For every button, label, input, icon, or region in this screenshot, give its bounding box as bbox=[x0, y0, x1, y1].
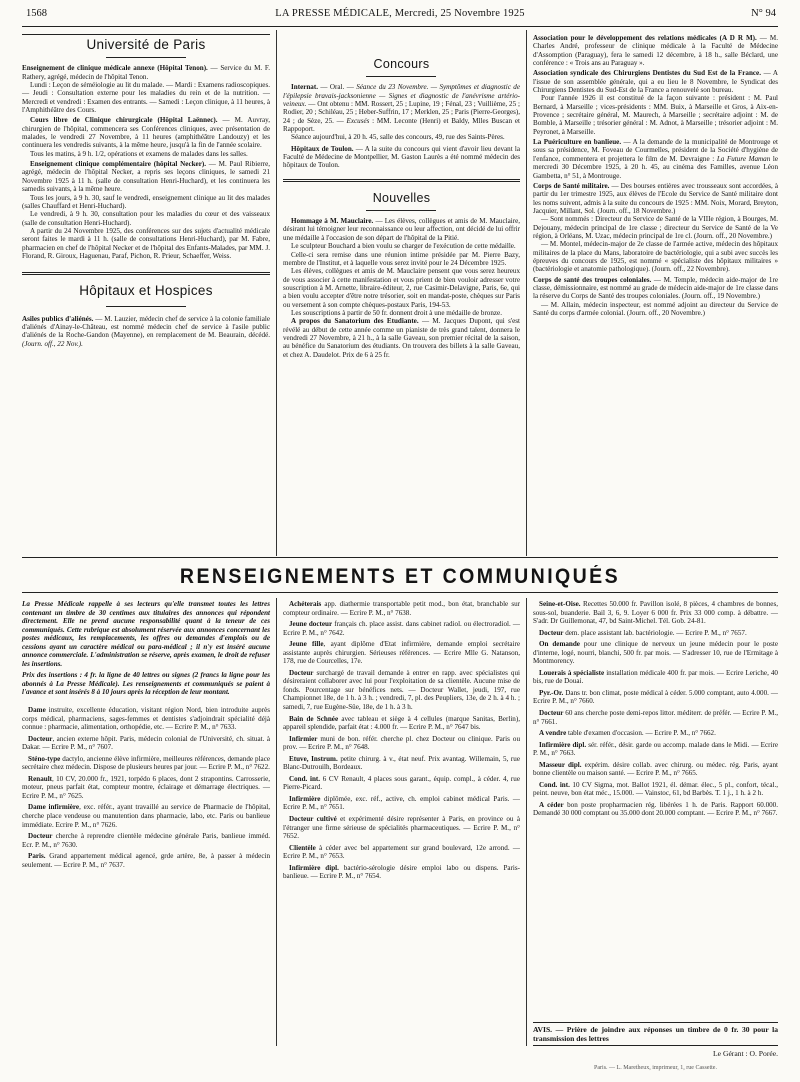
prix-insertions: Prix des insertions : 4 fr. la ligne de 40 lettres ou signes (2 francs la ligne pour les abonnés à La Presse Médicale). Les renseignements et communiqués se paient à l'avance et sont insérés 8 à 10 jours après la réception de leur montant. bbox=[22, 671, 270, 697]
classified-ad bbox=[533, 781, 778, 798]
classified-ad-text: installation médicale 400 fr. par mois. — Ecrire Leriche, 40 bis, rue de Douai. bbox=[533, 668, 778, 686]
classified-ad-text: petite chirurg. à v., état neuf. Prix avantag. Willemain, 5, rue Blanc-Dutrouilh, Bordeaux. bbox=[283, 754, 520, 772]
classified-ad-text: avec tableau et siège à 4 cellules (marque Sanitas, Berlin), appareil splendide, parfait état : 4.000 fr. — Ecrire P. M., n° 7647 bis. bbox=[283, 714, 520, 732]
text-necker: — M. Paul Ribierre, agrégé, médecin de l'hôpital Necker, a repris ses leçons cliniques, le samedi 21 Novembre 1925 à 11 h. (salle de consultation Henri-Huchard), et les continuera les samedis suivants, à la même heure. bbox=[22, 160, 270, 194]
classified-ad-text: à céder avec bel appartement sur grand boulevard, 12e arrond. — Ecrire P. M., n° 7653. bbox=[283, 843, 520, 861]
classified-ad-lead: Docteur cultivé bbox=[289, 815, 337, 824]
classified-ad-lead: Achéterais bbox=[289, 600, 322, 608]
classified-ad-text: , 10 CV, 20.000 fr., 1921, torpédo 6 places, dont 2 strapontins. Carrosserie, moteur, pneus parfait état, compteur montre, éclairage et démarrage électriques. — Ecrire P. M., n° 7625. bbox=[22, 774, 270, 800]
text-montel: — M. Montel, médecin-major de 2e classe de l'armée active, médecin des hôpitaux militaires de la place du Mans, laboratoire de bactériologie, qui a subi avec succès les épreuves du concours de 1925, est nommé « spécialiste des hôpitaux militaires » (bactériologie et anatomie pathologique). (Journ. off., 22 Novembre). bbox=[533, 240, 778, 274]
classified-ad bbox=[283, 669, 520, 712]
column-concours bbox=[283, 34, 520, 359]
classified-ad-lead: Etuve, Instrum. bbox=[289, 754, 338, 763]
classified-ad-text: 6 CV Renault, 4 places sous garant., équip. compl., à céder. 4, rue Pierre-Picard. bbox=[283, 774, 520, 792]
rubric-tenon: Enseignement de clinique médicale annexe (Hôpital Tenon). bbox=[22, 64, 208, 73]
rubric-internat: Internat. bbox=[291, 83, 318, 92]
classified-ad-lead: Renault bbox=[28, 774, 53, 783]
classified-ad bbox=[533, 640, 778, 666]
text-laennec: — M. Auvray, chirurgien de l'hôpital, commencera ses Conférences cliniques, avec présentation de malades, le vendredi 27 Novembre, à 11 heures (amphithéâtre Landouzy) et les continuera les vendredis suivants, à la même heure, jusqu'à la fin de l'année scolaire. bbox=[22, 116, 270, 150]
footer-block bbox=[533, 1022, 778, 1073]
classified-ad-lead: Pyr.-Or. bbox=[539, 688, 564, 697]
text-mauclaire-2: Le sculpteur Bouchard a bien voulu se charger de l'exécution de cette médaille. bbox=[291, 242, 516, 251]
text-seance: Séance aujourd'hui, à 20 h. 45, salle des concours, 49, rue des Saints-Pères. bbox=[291, 133, 505, 142]
classified-ad bbox=[283, 795, 520, 812]
rubric-toulon: Hôpitaux de Toulon. bbox=[291, 144, 354, 153]
section-rule bbox=[22, 272, 270, 275]
classified-ad bbox=[533, 741, 778, 758]
classified-ad-text: dactylo, ancienne élève infirmière, meilleures références, demande place secrétaire chez médecin. Dispose de plusieurs heures par jour. — Ecrire P. M., n° 7622. bbox=[22, 754, 270, 772]
text-mauclaire-3: Celle-ci sera remise dans une réunion intime présidée par M. Pierre Bazy, membre de l'Institut, et à laquelle vous serez invité pour le 24 Décembre 1925. bbox=[283, 250, 520, 267]
title-rule bbox=[106, 306, 186, 307]
section-title-concours: Concours bbox=[373, 57, 430, 71]
column-universite bbox=[22, 34, 270, 348]
classified-ad bbox=[533, 600, 778, 626]
rubric-laennec: Cours libre de Clinique chirurgicale (Hôpital Laënnec). bbox=[30, 116, 218, 125]
rubric-asiles: Asiles publics d'aliénés. bbox=[22, 314, 94, 323]
classified-ad-text: 10 CV Sigma, mot. Ballot 1921, él. démar. élec., 5 pl., confort, técal., peint. neuve, bon état méc., 15.000. — Vainstoc, 61, bd Barbès. T. 1 j., 1 h. à 2 h. bbox=[533, 780, 778, 798]
classified-ad-lead: Docteur bbox=[28, 832, 53, 841]
classified-ad-text: surchargé de travail demande à entrer en rapp. avec spécialistes qui désireraient collaborer avec lui pour l'exploitation de sa clientèle. Aucune mise de fonds. Pourcentage sur bénéfices nets. — Docteur Wallet, jeudi, 197, rue Championnet 18e, de 1 h. à 3 h. ; vendredi, 7, pl. des Peupliers, 13e, de 2 h. à 4 h. ; samedi, 7, rue Eugène-Süe, 18e, de 1 h. à 3 h. bbox=[283, 668, 520, 712]
avis-text: AVIS. — Prière de joindre aux réponses un timbre de 0 fr. 30 pour la transmission des lettres bbox=[533, 1025, 778, 1043]
classified-ad-text: sér. référ., désir. garde ou accomp. malade dans le Midi. — Ecrire P. M., n° 7663. bbox=[533, 740, 779, 758]
classified-ad-text: français ch. place assist. dans cabinet radiol. ou électroradiol. — Ecrire P. M., n° 7642. bbox=[283, 620, 520, 637]
text-necker-2: Tous les jours, à 9 h. 30, sauf le vendredi, enseignement clinique au lit des malades (salles Chauffard et Henri-Huchard). bbox=[22, 193, 270, 210]
classified-ad bbox=[283, 864, 520, 881]
classified-ad bbox=[283, 620, 520, 637]
classified-ad-lead: Seine-et-Oise. bbox=[539, 600, 581, 608]
column-rule bbox=[526, 598, 527, 1046]
classified-ad-lead: Sténo-type bbox=[28, 754, 61, 763]
section-title-renseignements: RENSEIGNEMENTS ET COMMUNIQUÉS bbox=[179, 565, 621, 588]
text-mauclaire-5: Les souscriptions à partir de 50 fr. donnent droit à une médaille de bronze. bbox=[291, 308, 502, 317]
classified-ad-lead: A vendre bbox=[539, 729, 567, 738]
notice-text: La Presse Médicale rappelle à ses lecteurs qu'elle transmet toutes les lettres contenant un timbre de 30 centimes aux titulaires des annonces qui répondent directement. Elle ne prend aucune responsabilité quant à la teneur de ces communiqués. Cette rubrique est absolument réservée aux annonces concernant les postes médicaux, les remplacements, les offres ou demandes d'emplois ou de cessions ayant un caractère médical ou para-médical ; il n'y est inséré aucune annonce commerciale. L'administration se réserve, après examen, le droit de refuser les insertions. bbox=[22, 600, 270, 668]
classified-ad-lead: A céder bbox=[539, 800, 564, 809]
classified-ad-lead: Docteur bbox=[539, 628, 564, 637]
classified-ad-lead: Infirmière bbox=[289, 794, 321, 803]
classified-ad bbox=[533, 801, 778, 818]
rubric-sante-militaire: Corps de Santé militaire. bbox=[533, 181, 610, 190]
text-mauclaire-4: Les élèves, collègues et amis de M. Mauclaire pensent que vous serez heureux de vous associer à cette manifestation et vous prient de bien vouloir adresser votre souscription à M. Arnette, libraire-éditeur, 2, rue Casimir-Delavigne, Paris, 6e, qui a bien voulu accepter d'être notre trésorier, soit en mandat-poste, chèques sur Paris ou versement à son compte chèques-postaux Paris, 194-53. bbox=[283, 267, 520, 309]
rubric-mauclaire: Hommage à M. Mauclaire. bbox=[291, 217, 374, 226]
classified-ad-lead: Clientèle bbox=[289, 843, 316, 852]
classified-ad-lead: Jeune fille bbox=[289, 640, 324, 649]
classified-ad-text: bactério-sérologie désire emploi labo ou dispens. Paris-banlieue. — Ecrire P. M., n° 7654. bbox=[283, 863, 520, 881]
classified-ad-lead: Bain de Schnée bbox=[289, 714, 339, 723]
classified-ad bbox=[533, 729, 778, 738]
text-puericulture-2: le mercredi 30 Décembre 1925, à 20 h. 45, au cinéma des Familles, avenue Léon Gambetta, n° 51, à Montrouge. bbox=[533, 154, 778, 180]
classified-ad-text: instruite, excellente éducation, visitant région Nord, bien introduite auprès corps médical, pharmaciens, sages-femmes et dentistes s'adjoindrait spécialité déjà connue : pharmacie, alimentation, orthopédie, etc. — Ecrire P. M., n° 7633. bbox=[22, 706, 270, 732]
section-title-nouvelles: Nouvelles bbox=[372, 190, 431, 205]
rubric-troupes-coloniales: Corps de santé des troupes coloniales. bbox=[533, 275, 652, 284]
running-head bbox=[22, 8, 778, 24]
classifieds-column-1 bbox=[22, 600, 270, 872]
rubric-sanatorium: A propos du Sanatorium des Etudiante. bbox=[291, 317, 419, 326]
text-sanatorium: — M. Jacques Dupont, qui s'est révélé au début de cette année comme un pianiste de très grand talent, donnera le vendredi 27 Novembre, à 21 h., à la salle Gaveau, son premier récital de la saison, au bénéfice du Sanatorium des étudiants. On trouvera des billets à la salle Gaveau, et chez A. Daudelot. Prix de 6 à 25 fr. bbox=[283, 317, 520, 359]
text-dentistes-bureau: Pour l'année 1926 il est constitué de la façon suivante : président : M. Paul Bernard, à Marseille ; vices-présidents : MM. Buix, à Marseille et Gros, à Aix-en-Provence ; secrétaire général, M. Maurech, à Marseille ; secrétaire adjoint : M. de Bomble, à Marseille ; trésorier général : M. Adnot, à Marseille ; trésorier adjoint : M. Peyronet, à Marseille. bbox=[533, 94, 778, 136]
title-rule bbox=[106, 57, 186, 58]
classified-ad-text: Recettes 50.000 fr. Pavillon isolé, 8 pièces, 4 chambres de bonnes, sous-sol, buanderie. Bail 3, 6, 9. Loyer 6 000 fr. Prix 33 000 comp. à débattre. — S'adr. Dr Guillemonat, 47, bd Saint-Michel. Tél. Gob. 24-81. bbox=[533, 600, 778, 626]
classified-ad bbox=[283, 600, 520, 617]
classified-ad-text: app. diathermie transportable petit mod., bon état, branchable sur compteur ordinaire. — Ecrire P. M., n° 7638. bbox=[283, 600, 520, 617]
classified-ad-lead: Docteur bbox=[289, 668, 314, 677]
classified-ad bbox=[22, 755, 270, 772]
text-dentistes: — A l'issue de son assemblée générale, qui a eu lieu le 8 Novembre, le Syndicat des Chirurgiens Dentistes du Sud-Est de la France a renouvelé son bureau. bbox=[533, 69, 778, 95]
classified-ad-text: , ayant diplôme d'Etat infirmière, demande emploi secrétaire assistante auprès chirurgien. Sérieuses références. — Ecrire Mlle G. Natanson, 178, rue de Courcelles, 17e. bbox=[283, 640, 520, 666]
text-film-title: La Future Maman bbox=[716, 154, 771, 163]
text-necker-4: A partir du 24 Novembre 1925, des conférences sur des sujets d'actualité médicale seront faites le mardi à 11 h. (salle de consultations Henri-Huchard), par M. Fabre, pharmacien en chef de l'hôpital Necker et de l'hôpital des Enfants-Malades, par MM. J. Florand, R. Giroux, Haguenau, Paraf, Pichon, R. Prieur, Schaeffer, Weiss. bbox=[22, 226, 270, 260]
classified-ad bbox=[283, 640, 520, 666]
text-seance-subject: Séance du 23 Novembre. — Symptômes et diagnostic de l'épilepsie bravais-jacksonienne — Signes et diagnostic de l'anévrisme artério-veineux. bbox=[283, 83, 520, 109]
page-number: 1568 bbox=[26, 8, 47, 19]
classified-ad-text: expérim. désire collab. avec chirurg. ou médec. rég. Paris, ayant bonne clientèle ou maison santé. — Ecrire P. M., n° 7665. bbox=[533, 760, 778, 778]
classified-ad bbox=[283, 755, 520, 772]
classified-ad bbox=[533, 629, 778, 638]
classified-ad-text: dem. place assistant lab. bactériologie. — Ecrire P. M., n° 7657. bbox=[563, 628, 747, 637]
classified-ad-text: table d'examen d'occasion. — Ecrire P. M., n° 7662. bbox=[566, 729, 716, 738]
classified-ad-lead: Louerais à spécialiste bbox=[539, 668, 605, 677]
classified-ad bbox=[283, 844, 520, 861]
rubric-adrm: Association pour le développement des relations médicales (A D R M). bbox=[533, 34, 757, 42]
rubric-puericulture: La Puériculture en banlieue. bbox=[533, 138, 622, 147]
classified-ad-text: et expérimenté désire représenter à Paris, en province ou à l'étranger une firme sérieuse de spécialités pharmaceutiques. — Ecrire P. M., n° 7652. bbox=[283, 815, 520, 841]
text-oral: — Oral. — bbox=[318, 83, 357, 92]
classified-ad-text: bon poste propharmacien rég. libérées 1 h. de Paris. Rapport 60.000. Demandé 30 000 comptant ou 35.000 dont 20.000 comptant. — Ecrire P. M., n° 7667. bbox=[533, 800, 779, 818]
text-asiles: — M. Lauzier, médecin chef de service à la colonie familiale d'aliénés d'Ainay-le-Château, est nommé médecin chef de service à l'asile public d'aliénés de la Roche-Gandon (Mayenne), en remplacement de M. Beaurain, décédé. bbox=[22, 314, 270, 340]
classified-ad-lead: Masseur dipl. bbox=[539, 760, 582, 769]
classified-ad bbox=[22, 832, 270, 849]
footer-rule bbox=[533, 1022, 778, 1023]
classified-ad bbox=[283, 815, 520, 841]
classified-ad bbox=[283, 735, 520, 752]
classified-ad bbox=[533, 761, 778, 778]
classified-ad-text: diplômée, exc. réf., active, ch. emploi cabinet médical Paris. — Ecrire P. M., n° 7651. bbox=[283, 794, 520, 812]
classified-ad-lead: On demande bbox=[539, 640, 580, 649]
classified-ad-text: muni de bon. référ. cherche pl. chez Docteur ou clinique. Paris ou prov. — Ecrire P. M., n° 7648. bbox=[283, 734, 520, 752]
column-rule bbox=[526, 30, 527, 556]
text-adrm: — M. Charles André, professeur de clinique médicale à la Faculté de Médecine d'Assomption (Paraguay), fera le samedi 12 décembre, à 18 h., salle Béclard, une conférence : « Trois ans au Paraguay ». bbox=[533, 34, 778, 68]
classified-ad bbox=[22, 735, 270, 752]
text-tenon-schedule: Lundi : Leçon de séméiologie au lit du malade. — Mardi : Examens radioscopiques. — Jeudi : Consultation externe pour les maladies du rein et de la nutrition. — Mercredi et vendredi : Examen des entrants. — Samedi : Leçon clinique, à 11 heures, à l'Amphithéâtre des Cours. bbox=[22, 81, 270, 115]
text-asiles-ref: (Journ. off., 22 Nov.). bbox=[22, 339, 83, 348]
classified-ad-text: 60 ans cherche poste demi-repos littor. méditerr. de préfér. — Ecrire P. M., n° 7661. bbox=[533, 709, 778, 726]
title-rule bbox=[366, 76, 436, 77]
section-rule bbox=[283, 179, 520, 182]
text-puericulture: — A la demande de la municipalité de Montrouge et sous sa présidence, M. Foveau de Courmelles, président de la Société d'hygiène de l'enfance, commentera et projettera le film de M. Devraigne : bbox=[533, 138, 778, 163]
classified-ad-text: pour une clinique de nerveux un jeune médecin pour le poste d'interne, logé, nourri, blanchi, 500 fr. par mois. — S'adresser 10, rue de l'Ermitage à Montmorency. bbox=[533, 640, 778, 666]
classified-ad bbox=[22, 775, 270, 801]
text-nommes: — Sont nommés : Directeur du Service de Santé de la VIIIe région, à Bourges, M. Dejouany, médecin principal de 1re classe ; directeur du Service de Santé de la Ve région, à Orléans, M. Uzac, médecin principal de 1re cl. (Journ. off., 20 Novembre.) bbox=[533, 215, 778, 240]
issue-number: N° 94 bbox=[751, 8, 776, 19]
classified-ad-lead: Docteur bbox=[539, 709, 564, 718]
classified-ad-lead: Docteur bbox=[28, 734, 53, 743]
text-excuses-label: Excusés bbox=[346, 116, 370, 125]
classified-ad-lead: Paris. bbox=[28, 852, 46, 861]
classified-ad-lead: Infirmière dipl. bbox=[289, 863, 339, 872]
column-rule bbox=[276, 598, 277, 1046]
text-tenon: — Service du M. F. Rathery, agrégé, médecin de l'hôpital Tenon. bbox=[22, 64, 271, 81]
text-results: — Ont obtenu : MM. Rossert, 25 ; Lupine, 19 ; Fénal, 23 ; Vuillième, 25 ; Rodier, 20 ; Schiléau, 25 ; Heber-Suffrin, 17 ; Merklen, 25 ; Paris (Pierre-Georges), 24 ; de Sèze, 25. — bbox=[283, 100, 520, 125]
text-troupes-coloniales: — M. Temple, médecin aide-major de 1re classe, démissionnaire, est nommé au grade de médecin aide-major de 1re classe dans la réserve du Corps de Santé des troupes coloniales. (Journ. off., 19 Novembre.) bbox=[533, 275, 778, 301]
section-rule bbox=[22, 557, 778, 558]
classified-ad bbox=[283, 715, 520, 732]
section-title-universite: Université de Paris bbox=[86, 37, 206, 52]
classified-ad-lead: Infirmière dipl. bbox=[539, 740, 587, 749]
text-sante-militaire: — Des bourses entières avec trousseaux sont accordées, à partir du 1er trimestre 1925, aux élèves de l'Ecole du Service de Santé militaire dont les noms suivent, admis à la suite du concours de 1925 : MM. Noix, Morard, Breyton, Jacquier, Millant, Sol. (Journ. off., 18 Novembre.) bbox=[533, 181, 778, 215]
classified-ad-lead: Jeune docteur bbox=[289, 620, 333, 629]
classifieds-column-2 bbox=[283, 600, 520, 884]
column-rule bbox=[276, 30, 277, 556]
classified-ad bbox=[533, 689, 778, 706]
header-rule bbox=[22, 26, 778, 27]
classified-ad-text: , exc. référ., ayant travaillé au service de Pharmacie de l'hôpital, cherche place vendeuse ou manutention dans pharmacie, labo, etc. Paris ou banlieue immédiate. Ecrire P. M., n° 7626. bbox=[22, 803, 270, 829]
text-mauclaire: — Les élèves, collègues et amis de M. Mauclaire, désirant lui témoigner leur reconnaissance ou leur affection, ont décidé de lui offrir une médaille à l'occasion de son départ de l'hôpital de la Pitié. bbox=[283, 217, 521, 242]
section-rule bbox=[22, 34, 270, 35]
journal-title: LA PRESSE MÉDICALE, Mercredi, 25 Novembre 1925 bbox=[275, 8, 525, 19]
section-rule bbox=[22, 592, 778, 593]
imprint-text: Paris. — L. Maretheux, imprimeur, 1, rue Cassette. bbox=[594, 1065, 717, 1072]
title-rule bbox=[366, 210, 436, 211]
classified-ad bbox=[283, 775, 520, 792]
classified-ad-lead: Cond. int. bbox=[539, 780, 570, 789]
classified-ad-lead: Dame infirmière bbox=[28, 803, 80, 812]
classifieds-column-3 bbox=[533, 600, 778, 821]
classified-ad bbox=[22, 852, 270, 869]
classified-ad bbox=[22, 706, 270, 732]
classified-ad bbox=[22, 803, 270, 829]
column-associations bbox=[533, 34, 778, 317]
footer-rule bbox=[533, 1045, 778, 1046]
classified-ad bbox=[533, 709, 778, 726]
section-title-hopitaux: Hôpitaux et Hospices bbox=[79, 283, 213, 299]
classified-ad-text: Dans tr. bon climat, poste médical à céder. 5.000 comptant, auto 4.000. — Ecrire P. M., n° 7660. bbox=[533, 688, 778, 706]
classified-ad-lead: Dame bbox=[28, 706, 46, 715]
rubric-dentistes: Association syndicale des Chirurgiens Dentistes du Sud Est de la France. bbox=[533, 69, 761, 78]
text-excuses: : MM. Leconte (Henri) et Baldy, Mlles Buscan et Rappoport. bbox=[283, 116, 521, 134]
text-allain: — M. Allain, médecin inspecteur, est nommé adjoint au directeur du Service de Santé du corps d'armée colonial. (Journ. off., 20 Novembre.) bbox=[533, 300, 778, 317]
classified-ad-text: Grand appartement médical agencé, grde artère, 8e, à passer à médecin seulement. — Ecrire P. M., n° 7637. bbox=[22, 852, 270, 869]
text-necker-3: Le vendredi, à 9 h. 30, consultation pour les maladies du cœur et des vaisseaux (salle de consultation Henri-Huchard). bbox=[22, 210, 270, 227]
classified-ad-text: cherche à reprendre clientèle médecine générale Paris, banlieue imméd. Ecr. P. M., n° 7630. bbox=[22, 832, 270, 849]
text-laennec-2: Tous les matins, à 9 h. 1/2, opérations et examens de malades dans les salles. bbox=[30, 149, 248, 158]
classified-ad-text: , ancien externe hôpit. Paris, médecin colonial de l'Université, ch. situat. à Dakar. — Ecrire P. M., n° 7607. bbox=[22, 734, 270, 752]
text-toulon: — A la suite du concours qui vient d'avoir lieu devant la Faculté de Médecine de Montpellier, M. Gaston Laurès a été nommé médecin des hôpitaux de Toulon. bbox=[283, 144, 521, 170]
classified-ad-lead: Infirmier bbox=[289, 734, 318, 743]
classified-ad bbox=[533, 669, 778, 686]
classified-ad-lead: Cond. int. bbox=[289, 774, 321, 783]
rubric-necker: Enseignement clinique complémentaire (hôpital Necker). bbox=[30, 160, 206, 169]
gerant-text: Le Gérant : O. Porée. bbox=[713, 1049, 778, 1058]
